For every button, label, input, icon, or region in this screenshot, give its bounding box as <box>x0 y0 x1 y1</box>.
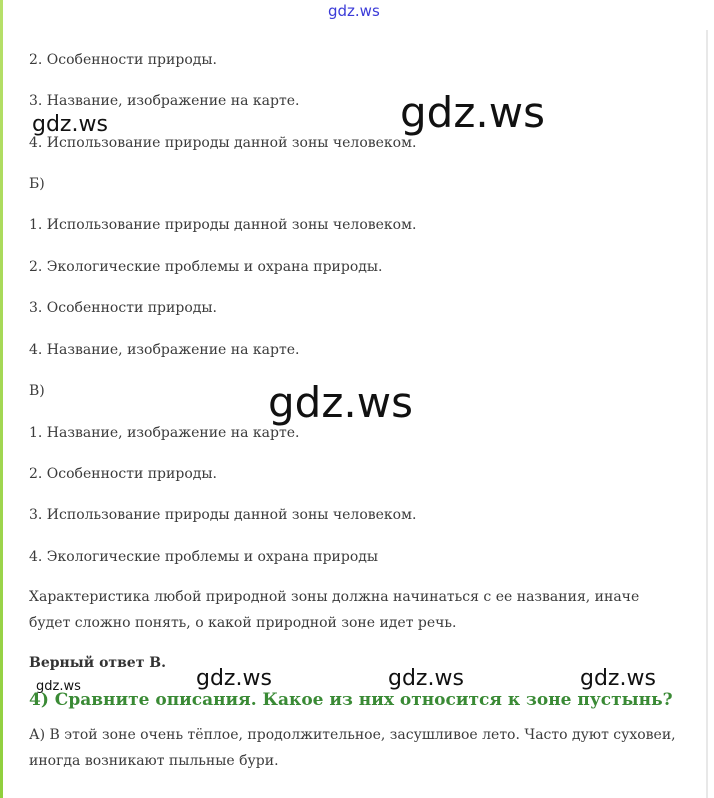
section-c-line-3: 3. Использование природы данной зоны человеком. <box>29 507 417 523</box>
section-c-line-1: 1. Название, изображение на карте. <box>29 425 300 441</box>
watermark-left-1: gdz.ws <box>32 112 108 137</box>
section-c-line-4: 4. Экологические проблемы и охрана природы <box>29 549 379 565</box>
watermark-left-small: gdz.ws <box>36 679 81 694</box>
section-a-line-4: 4. Использование природы данной зоны человеком. <box>29 135 417 151</box>
option-a-paragraph: А) В этой зоне очень тёплое, продолжительное, засушливое лето. Часто дуют суховеи, иногда возникают пыльные бури. <box>29 727 676 769</box>
section-a-line-3: 3. Название, изображение на карте. <box>29 93 300 109</box>
section-b-line-2: 2. Экологические проблемы и охрана природы. <box>29 259 383 275</box>
watermark-large-top: gdz.ws <box>400 88 545 137</box>
section-b-line-3: 3. Особенности природы. <box>29 300 217 316</box>
watermark-bottom-3: gdz.ws <box>580 666 656 691</box>
correct-answer: Верный ответ В. <box>29 655 166 671</box>
watermark-large-middle: gdz.ws <box>268 378 413 427</box>
question-4-heading: 4) Сравните описания. Какое из них относится к зоне пустынь? <box>29 690 673 710</box>
watermark-top: gdz.ws <box>328 2 380 20</box>
explanation-paragraph: Характеристика любой природной зоны должна начинаться с ее названия, иначе будет сложно понять, о какой природной зоне идет речь. <box>29 589 640 631</box>
section-b-line-1: 1. Использование природы данной зоны человеком. <box>29 217 417 233</box>
section-b-line-4: 4. Название, изображение на карте. <box>29 342 300 358</box>
section-c-label: В) <box>29 383 45 399</box>
section-c-line-2: 2. Особенности природы. <box>29 466 217 482</box>
section-a-line-2: 2. Особенности природы. <box>29 52 217 68</box>
section-b-label: Б) <box>29 176 45 192</box>
watermark-bottom-1: gdz.ws <box>196 666 272 691</box>
left-accent-rule <box>0 0 3 798</box>
watermark-bottom-2: gdz.ws <box>388 666 464 691</box>
right-divider <box>706 30 708 798</box>
